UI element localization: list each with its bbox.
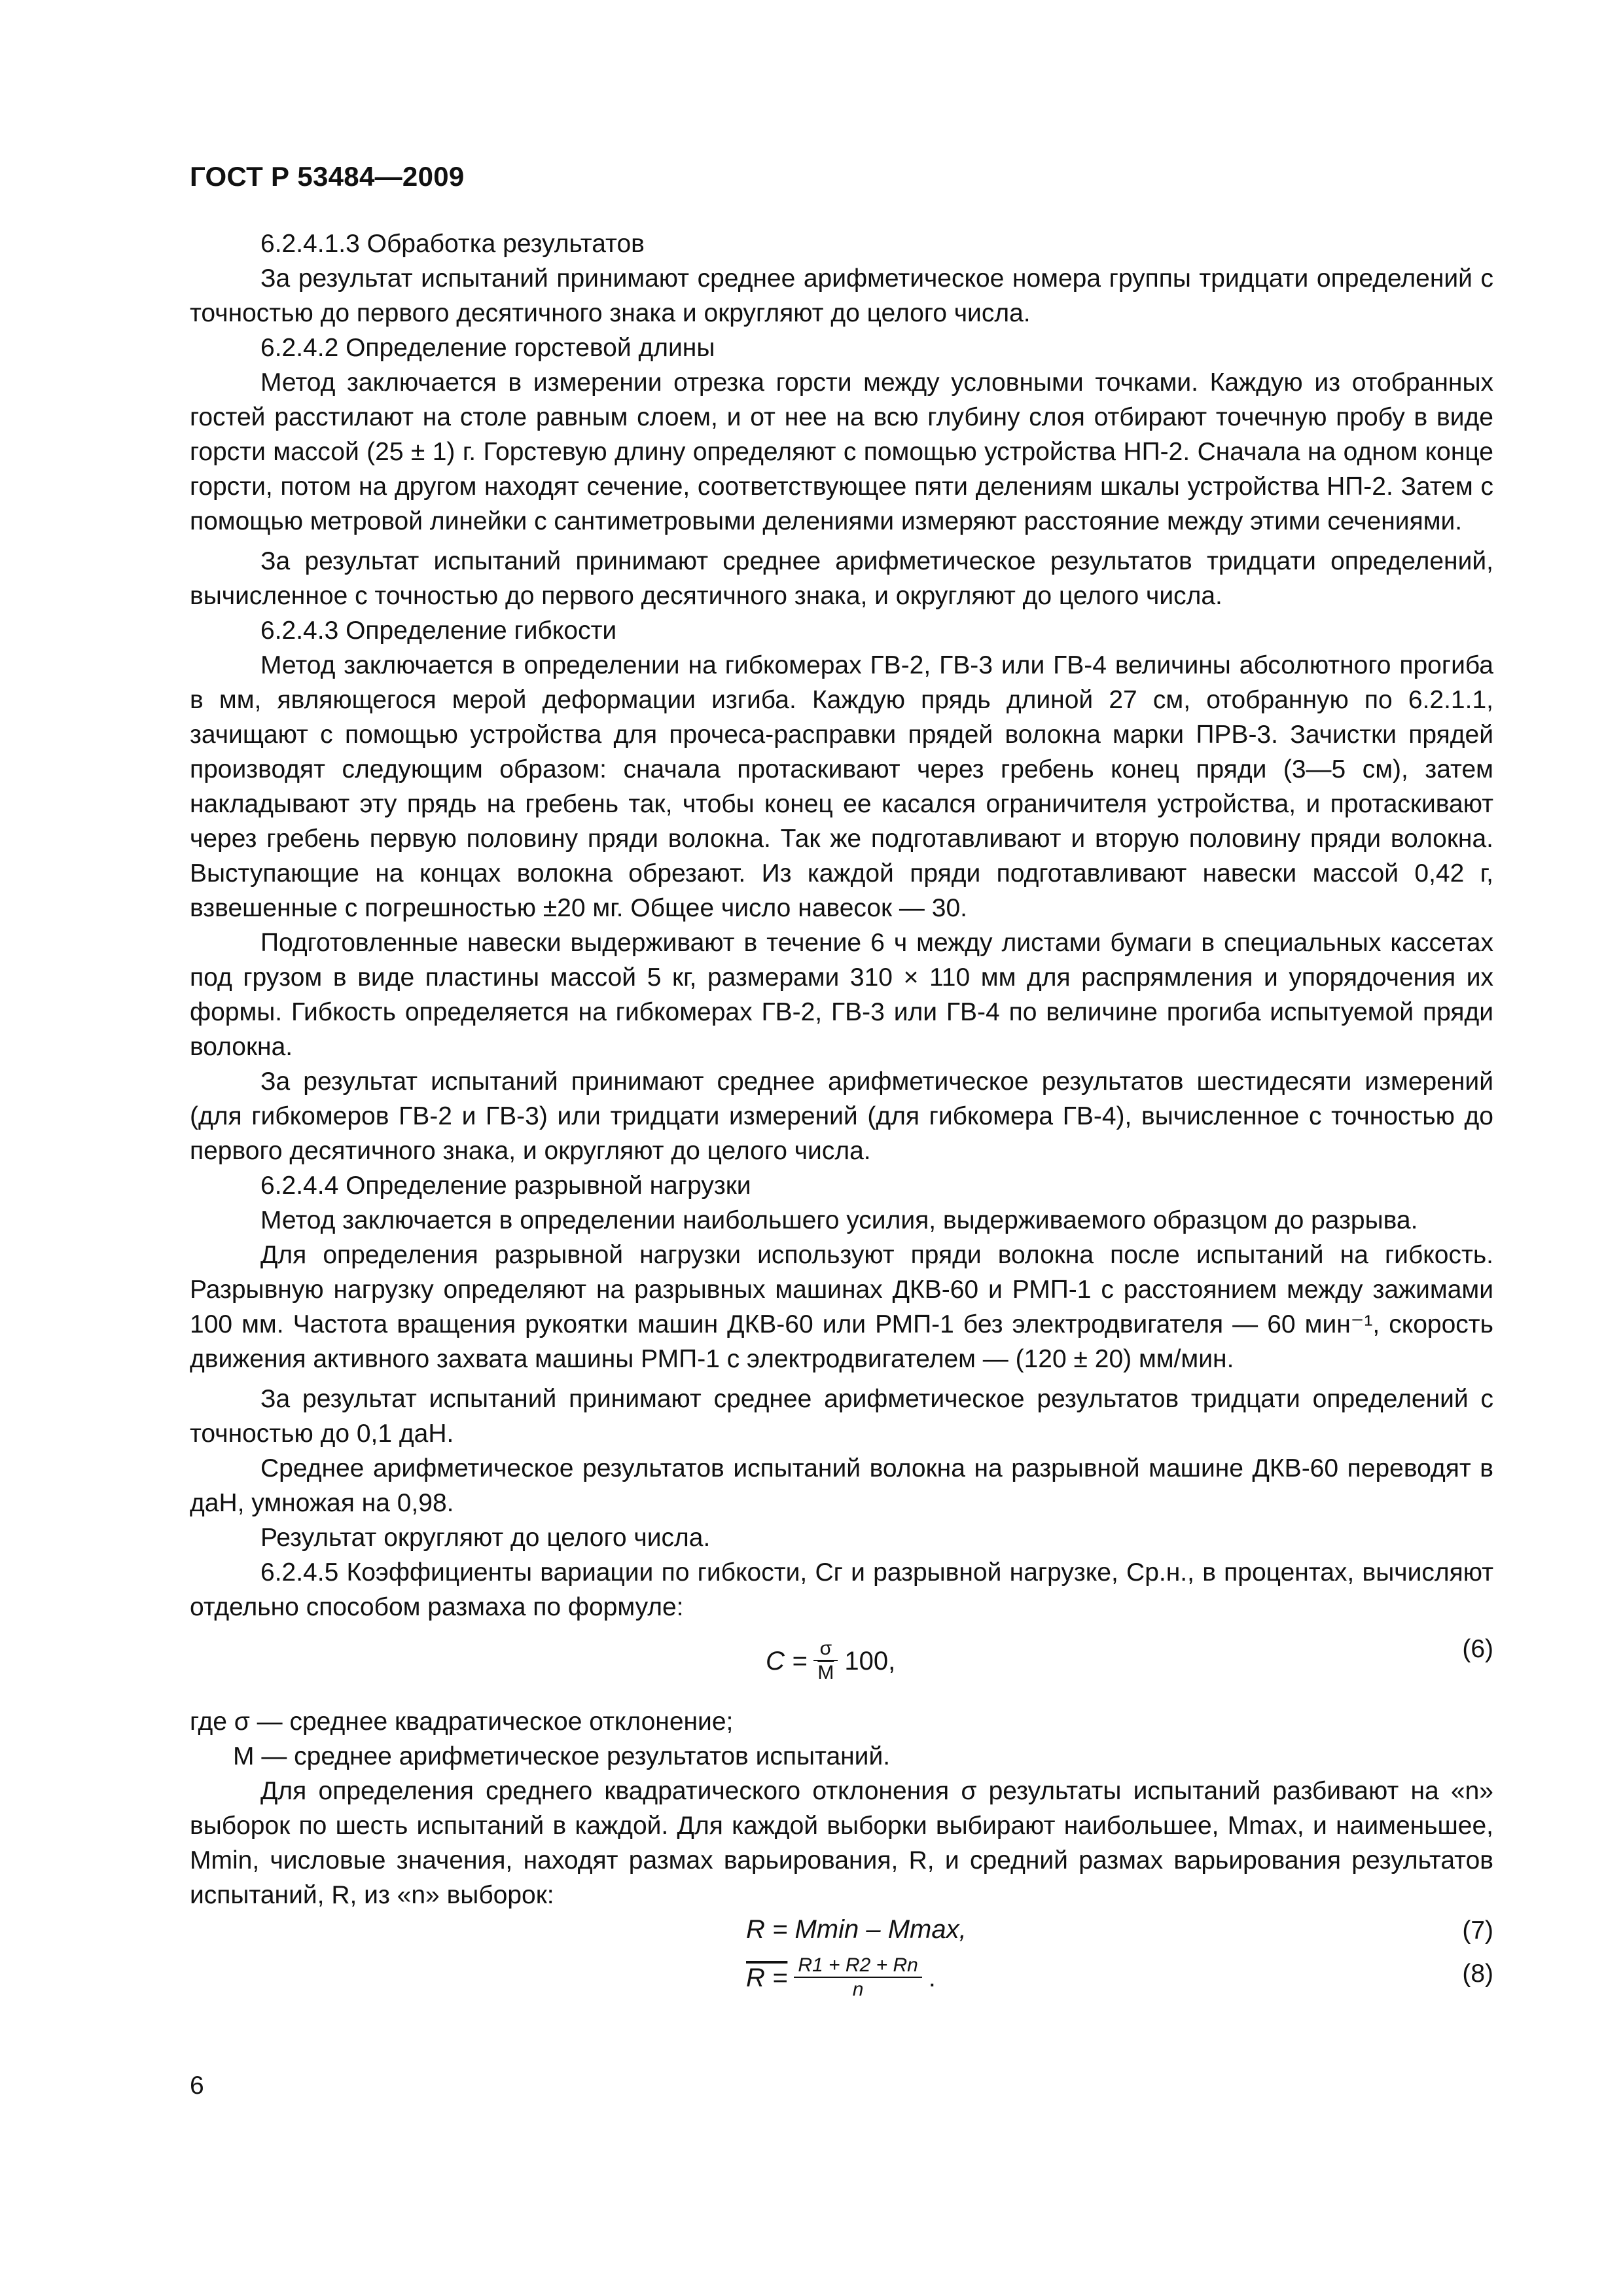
paragraph: За результат испытаний принимают среднее арифметическое номера группы тридцати определений с точностью до первого десятичного знака и округляют до целого числа.: [190, 264, 1493, 327]
paragraph: Метод заключается в определении на гибкомерах ГВ-2, ГВ-3 или ГВ-4 величины абсолютного прогиба в мм, являющегося мерой деформации изгиба. Каждую прядь длиной 27 см, отобранную по 6.2.1.1, зачищают с помощью устройства для прочеса-расправки прядей волокна марки ПРВ-3. Зачистки прядей производят следующим образом: сначала протаскивают через гребень конец пряди (3—5 см), затем накладывают эту прядь на гребень так, чтобы конец ее касался ограничителя устройства, и протаскивают через гребень первую половину пряди волокна. Так же подготавливают и вторую половину пряди волокна. Выступающие на концах волокна обрезают. Из каждой пряди подготавливают навески массой 0,42 г, взвешенные с погрешностью ±20 мг. Общее число навесок — 30.: [190, 651, 1493, 922]
definition-mean: M — среднее арифметическое результатов испытаний.: [233, 1742, 891, 1770]
formula-definitions: [190, 1704, 1493, 1774]
document-header: ГОСТ Р 53484—2009: [190, 161, 465, 192]
fraction-denominator: M: [817, 1662, 834, 1683]
formula-lhs: R =: [746, 1963, 788, 1992]
formula-expression: R = Mmin – Mmax,: [746, 1915, 967, 1944]
paragraph: За результат испытаний принимают среднее арифметическое результатов шестидесяти измерений (для гибкомеров ГВ-2 и ГВ-3) или тридцати измерений (для гибкомера ГВ-4), вычисленное с точностью до первого десятичного знака, и округляют до целого числа.: [190, 1067, 1493, 1165]
formula-tail: .: [928, 1963, 936, 1992]
fraction-denominator: n: [852, 1979, 864, 2000]
formula-7: [190, 1912, 1493, 1954]
formula-lhs: C =: [766, 1646, 808, 1676]
formula-number: (8): [1462, 1960, 1493, 1988]
definition-sigma: где σ — среднее квадратическое отклонение;: [190, 1708, 734, 1736]
fraction-numerator: R1 + R2 + Rn: [798, 1954, 918, 1976]
fraction: [794, 1954, 921, 2001]
section-heading: 6.2.4.1.3 Обработка результатов: [260, 230, 645, 258]
paragraph: Результат округляют до целого числа.: [260, 1524, 711, 1552]
paragraph: 6.2.4.5 Коэффициенты вариации по гибкости, Cг и разрывной нагрузке, Cр.н., в процентах, вычисляют отдельно способом размаха по формуле:: [190, 1558, 1493, 1621]
paragraph: Для определения разрывной нагрузки используют пряди волокна после испытаний на гибкость. Разрывную нагрузку определяют на разрывных машинах ДКВ-60 и РМП-1 с расстоянием между зажимами 100 мм. Частота вращения рукоятки машин ДКВ-60 или РМП-1 без электродвигателя — 60 мин⁻¹, скорость движения активного захвата машины РМП-1 с электродвигателем — (120 ± 20) мм/мин.: [190, 1241, 1493, 1373]
formula-6: [190, 1628, 1493, 1700]
formula-rhs: 100,: [844, 1646, 896, 1676]
section-heading: 6.2.4.4 Определение разрывной нагрузки: [260, 1172, 751, 1200]
paragraph: Метод заключается в определении наибольшего усилия, выдерживаемого образцом до разрыва.: [260, 1206, 1418, 1234]
formula-8: [190, 1954, 1493, 2020]
section-heading: 6.2.4.3 Определение гибкости: [260, 617, 617, 645]
paragraph: Подготовленные навески выдерживают в течение 6 ч между листами бумаги в специальных кассетах под грузом в виде пластины массой 5 кг, размерами 310 × 110 мм для распрямления и упорядочения их формы. Гибкость определяется на гибкомерах ГВ-2, ГВ-3 или ГВ-4 по величине прогиба испытуемой пряди волокна.: [190, 929, 1493, 1061]
paragraph: Среднее арифметическое результатов испытаний волокна на разрывной машине ДКВ-60 переводят в даН, умножая на 0,98.: [190, 1454, 1493, 1517]
document-body: [190, 226, 1493, 2020]
paragraph: За результат испытаний принимают среднее арифметическое результатов тридцати определений с точностью до 0,1 даН.: [190, 1385, 1493, 1448]
formula-number: (6): [1462, 1635, 1493, 1663]
paragraph: Метод заключается в измерении отрезка горсти между условными точками. Каждую из отобранных гостей расстилают на столе равным слоем, и от нее на всю глубину слоя отбирают точечную пробу в виде горсти массой (25 ± 1) г. Горстевую длину определяют с помощью устройства НП-2. Сначала на одном конце горсти, потом на другом находят сечение, соответствующее пяти делениям шкалы устройства НП-2. Затем с помощью метровой линейки с сантиметровыми делениями измеряют расстояние между этими сечениями.: [190, 368, 1493, 535]
paragraph: За результат испытаний принимают среднее арифметическое результатов тридцати определений, вычисленное с точностью до первого десятичного знака, и округляют до целого числа.: [190, 547, 1493, 610]
paragraph: Для определения среднего квадратического отклонения σ результаты испытаний разбивают на «n» выборок по шесть испытаний в каждой. Для каждой выборки выбирают наибольшее, Mmax, и наименьшее, Mmin, числовые значения, находят размах варьирования, R, и средний размах варьирования результатов испытаний, R, из «n» выборок:: [190, 1777, 1493, 1909]
fraction-numerator: σ: [819, 1638, 832, 1659]
section-heading: 6.2.4.2 Определение горстевой длины: [260, 334, 715, 362]
formula-number: (7): [1462, 1916, 1493, 1945]
page-number: 6: [190, 2072, 204, 2100]
fraction: [813, 1638, 838, 1685]
